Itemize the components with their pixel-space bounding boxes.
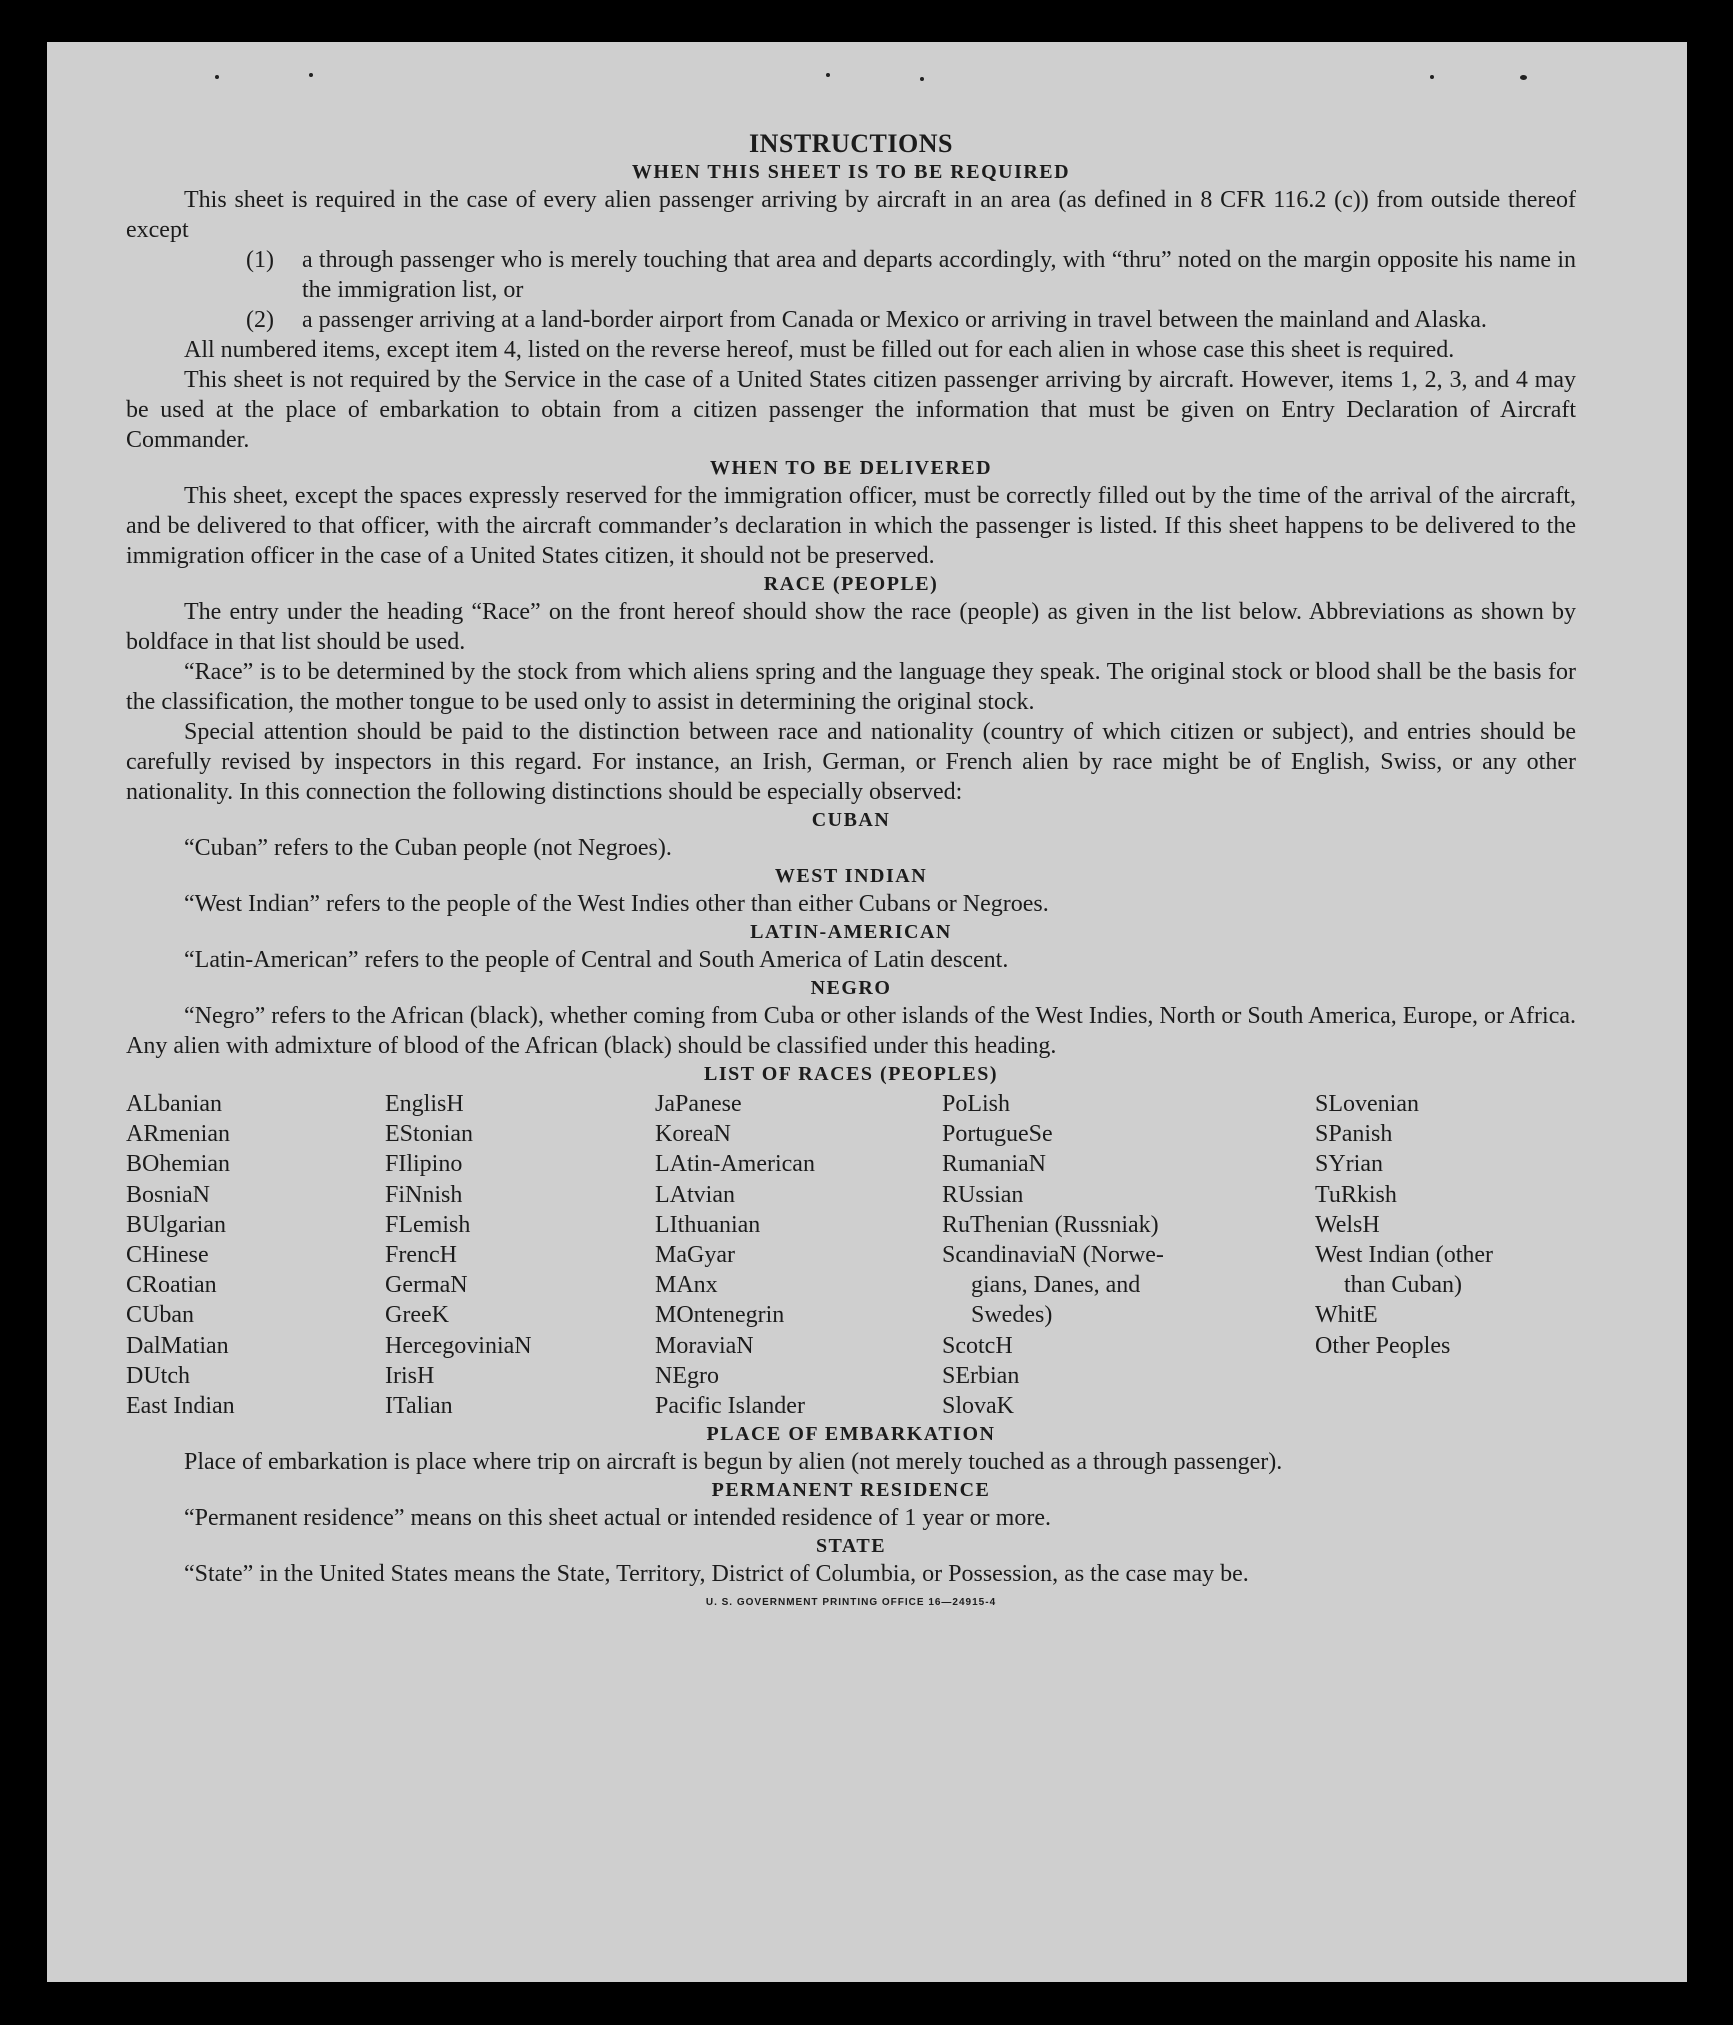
race-item: Other Peoples xyxy=(1315,1332,1451,1359)
race-item: TuRkish xyxy=(1315,1181,1397,1208)
paragraph-negro: “Negro” refers to the African (black), whether coming from Cuba or other islands of the West Indies, North or South America, Europe, or Africa. Any alien with admixture of blood of the African (black) should be classified under this heading. xyxy=(126,1003,1576,1059)
race-item: East Indian xyxy=(126,1393,235,1420)
paragraph-cuban: “Cuban” refers to the Cuban people (not Negroes). xyxy=(184,835,672,861)
race-item: FiNnish xyxy=(385,1181,463,1208)
paragraph-embarkation: Place of embarkation is place where trip on aircraft is begun by alien (not merely touched as a through passenger). xyxy=(184,1449,1283,1476)
race-item: SPanish xyxy=(1315,1121,1393,1148)
speck-mark xyxy=(1520,75,1527,80)
race-item: WhitE xyxy=(1315,1302,1378,1329)
paragraph-race-entry: The entry under the heading “Race” on the front hereof should show the race (people) as given in the list below. Abbreviations as shown by boldface in that list should be used. xyxy=(126,599,1576,655)
speck-mark xyxy=(215,75,219,79)
race-item: JaPanese xyxy=(655,1091,742,1117)
race-item: BUlgarian xyxy=(126,1211,226,1238)
race-item: MaGyar xyxy=(655,1242,735,1269)
race-item: DUtch xyxy=(126,1362,190,1389)
paragraph-delivery: This sheet, except the spaces expressly reserved for the immigration officer, must be correctly filled out by the time of the arrival of the aircraft, and be delivered to that officer, with the aircraft commander’s declaration in which the passenger is listed. If this sheet happens to be delivered to the immigration officer in the case of a United States citizen, it should not be preserved. xyxy=(126,483,1576,569)
races-column xyxy=(655,1089,942,1421)
race-item: gians, Danes, and xyxy=(971,1272,1141,1299)
race-item: LAtin-American xyxy=(655,1151,815,1178)
paragraph-race-definition: “Race” is to be determined by the stock from which aliens spring and the language they speak. The original stock or blood shall be the basis for the classification, the mother tongue to be used only to assist in determining the original stock. xyxy=(126,659,1576,715)
exception-item xyxy=(246,305,1576,335)
paragraph-state: “State” in the United States means the State, Territory, District of Columbia, or Possession, as the case may be. xyxy=(184,1561,1249,1588)
race-item: SErbian xyxy=(942,1362,1020,1389)
race-item: IrisH xyxy=(385,1362,435,1389)
race-item: MoraviaN xyxy=(655,1332,754,1359)
race-item: BosniaN xyxy=(126,1181,210,1208)
races-list xyxy=(126,1089,1576,1421)
paragraph-intro: This sheet is required in the case of every alien passenger arriving by aircraft in an area (as defined in 8 CFR 116.2 (c)) from outside thereof except xyxy=(126,187,1576,243)
race-item: GermaN xyxy=(385,1272,468,1299)
race-item: ARmenian xyxy=(126,1121,230,1148)
speck-mark xyxy=(826,73,830,77)
exception-number: (1) xyxy=(246,247,274,273)
race-item: Pacific Islander xyxy=(655,1393,805,1420)
race-item: FrencH xyxy=(385,1242,457,1269)
race-item: EStonian xyxy=(385,1121,473,1148)
exception-text: a through passenger who is merely touching that area and departs accordingly, with “thru” noted on the margin opposite his name in the immigration list, or xyxy=(302,247,1576,303)
race-item: GreeK xyxy=(385,1302,449,1329)
section-heading-latin-american: LATIN-AMERICAN xyxy=(750,921,952,943)
document-sheet xyxy=(47,42,1687,1982)
section-heading-races-list: LIST OF RACES (PEOPLES) xyxy=(703,1063,998,1085)
instructions-content xyxy=(126,129,1576,1608)
exception-number: (2) xyxy=(246,307,274,333)
race-item: CUban xyxy=(126,1302,194,1329)
speck-mark xyxy=(309,73,313,77)
paragraph-race-nationality: Special attention should be paid to the distinction between race and nationality (country of which citizen or subject), and entries should be carefully revised by inspectors in this regard. For instance, an Irish, German, or French alien by race might be of English, Swiss, or any other nationality. In this connection the following distinctions should be especially observed: xyxy=(126,719,1576,805)
race-item: DalMatian xyxy=(126,1332,229,1359)
paragraph-west-indian: “West Indian” refers to the people of the West Indies other than either Cubans or Negroes. xyxy=(184,891,1049,917)
race-item: BOhemian xyxy=(126,1151,230,1178)
section-heading-when-required: WHEN THIS SHEET IS TO BE REQUIRED xyxy=(631,161,1071,183)
paragraph-citizen: This sheet is not required by the Service in the case of a United States citizen passenger arriving by aircraft. However, items 1, 2, 3, and 4 may be used at the place of embarkation to obtain from a citizen passenger the information that must be given on Entry Declaration of Aircraft Commander. xyxy=(126,367,1576,453)
section-heading-residence: PERMANENT RESIDENCE xyxy=(711,1479,991,1502)
race-item: PoLish xyxy=(942,1091,1011,1117)
section-heading-embarkation: PLACE OF EMBARKATION xyxy=(706,1423,996,1446)
race-item: MOntenegrin xyxy=(655,1302,785,1329)
printer-footer: U. S. GOVERNMENT PRINTING OFFICE 16—24915-4 xyxy=(705,1597,997,1609)
race-item: RumaniaN xyxy=(942,1151,1046,1178)
races-column xyxy=(1315,1089,1576,1421)
section-heading-when-delivered: WHEN TO BE DELIVERED xyxy=(709,457,993,479)
race-item: than Cuban) xyxy=(1344,1272,1462,1299)
paragraph-residence: “Permanent residence” means on this sheet actual or intended residence of 1 year or more. xyxy=(184,1505,1051,1532)
speck-mark xyxy=(1430,75,1434,79)
race-item: ScandinaviaN (Norwe- xyxy=(942,1242,1164,1269)
race-item: RUssian xyxy=(942,1181,1024,1208)
section-heading-cuban: CUBAN xyxy=(811,809,891,831)
paragraph-numbered-items: All numbered items, except item 4, listed on the reverse hereof, must be filled out for each alien in whose case this sheet is required. xyxy=(184,337,1455,363)
race-item: SYrian xyxy=(1315,1151,1383,1178)
race-item: ScotcH xyxy=(942,1332,1013,1359)
section-heading-race: RACE (PEOPLE) xyxy=(763,573,939,595)
paragraph-latin-american: “Latin-American” refers to the people of Central and South America of Latin descent. xyxy=(184,947,1009,973)
race-item: HercegoviniaN xyxy=(385,1332,532,1359)
exception-text: a passenger arriving at a land-border airport from Canada or Mexico or arriving in travel between the mainland and Alaska. xyxy=(302,307,1487,333)
race-item: PortugueSe xyxy=(942,1121,1053,1148)
page-title: INSTRUCTIONS xyxy=(749,129,953,158)
race-item: FIlipino xyxy=(385,1151,463,1178)
races-column xyxy=(126,1089,385,1421)
section-heading-state: STATE xyxy=(815,1535,887,1558)
races-column xyxy=(385,1089,655,1421)
race-item: SlovaK xyxy=(942,1393,1014,1420)
race-item: ITalian xyxy=(385,1393,453,1420)
race-item: CRoatian xyxy=(126,1272,217,1299)
race-item: KoreaN xyxy=(655,1121,731,1148)
race-item: LAtvian xyxy=(655,1181,735,1208)
speck-mark xyxy=(920,77,924,81)
race-item: EnglisH xyxy=(385,1091,464,1117)
race-item: West Indian (other xyxy=(1315,1242,1494,1269)
race-item: RuThenian (Russniak) xyxy=(942,1211,1159,1238)
exception-item xyxy=(246,245,1576,305)
race-item: ALbanian xyxy=(126,1091,222,1117)
race-item: FLemish xyxy=(385,1211,471,1238)
race-item: SLovenian xyxy=(1315,1091,1419,1117)
race-item: LIthuanian xyxy=(655,1211,761,1238)
races-column xyxy=(942,1089,1315,1421)
section-heading-west-indian: WEST INDIAN xyxy=(774,865,928,887)
race-item: CHinese xyxy=(126,1242,209,1269)
section-heading-negro: NEGRO xyxy=(810,977,892,999)
race-item: NEgro xyxy=(655,1362,719,1389)
race-item: MAnx xyxy=(655,1272,718,1299)
race-item: Swedes) xyxy=(971,1302,1053,1329)
race-item: WelsH xyxy=(1315,1211,1380,1238)
